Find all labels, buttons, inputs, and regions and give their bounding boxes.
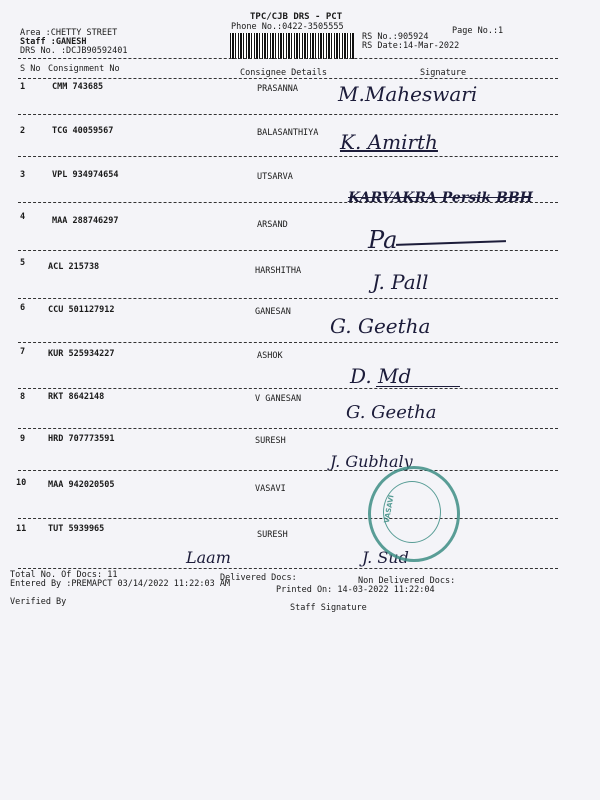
col-signature: Signature [420,68,467,78]
row-signature: KARVAKRA Persik BBH [348,190,533,206]
row-s-no: 5 [20,258,26,268]
entered-by: Entered By :PREMAPCT 03/14/2022 11:22:03 AM [10,579,231,589]
divider [18,78,558,79]
row-signature: G. Geetha [330,314,431,338]
printed-on: Printed On: 14-03-2022 11:22:04 [276,585,435,595]
row-signature: J. Pall [372,270,429,294]
row-consignment-no: MAA 288746297 [52,216,119,226]
signature-stroke [396,240,506,246]
phone-number: Phone No.:0422-3505555 [231,22,344,32]
divider [18,568,558,569]
col-consignee-details: Consignee Details [240,68,327,78]
row-consignee: SURESH [257,530,288,540]
row-signature: J. Sud [362,548,409,567]
staff-signature-label: Staff Signature [290,603,367,613]
divider [18,114,558,115]
divider [18,342,558,343]
row-consignee: PRASANNA [257,84,298,94]
staff-signature-scrawl: Laam [186,548,231,567]
row-consignment-no: KUR 525934227 [48,349,115,359]
row-consignee: HARSHITHA [255,266,302,276]
row-consignee: GANESAN [255,307,291,317]
row-consignee: SURESH [255,436,286,446]
row-signature: J. Gubhaly [330,452,413,471]
divider [18,250,558,251]
divider [18,388,558,389]
row-consignee: ARSAND [257,220,288,230]
row-s-no: 10 [16,478,27,488]
verified-by: Verified By [10,597,67,607]
row-s-no: 9 [20,434,26,444]
divider [18,202,558,203]
row-consignee: V GANESAN [255,394,302,404]
row-consignment-no: ACL 215738 [48,262,100,272]
staff: Staff :GANESH [20,37,87,47]
area: Area :CHETTY STREET [20,28,118,38]
divider [18,428,558,429]
col-s-no: S No [20,64,41,74]
rs-date: RS Date:14-Mar-2022 [362,41,460,51]
row-s-no: 8 [20,392,26,402]
total-docs: Total No. Of Docs: 11 [10,570,118,580]
row-consignment-no: HRD 707773591 [48,434,115,444]
row-s-no: 2 [20,126,26,136]
row-s-no: 6 [20,303,26,313]
row-consignee: ASHOK [257,351,283,361]
row-signature: G. Geetha [346,402,437,423]
signature-stroke [376,386,460,387]
row-consignee: UTSARVA [257,172,293,182]
company-stamp [368,466,460,562]
row-consignment-no: TUT 5939965 [48,524,105,534]
drs-number: DRS No. :DCJB90592401 [20,46,128,56]
row-consignment-no: VPL 934974654 [52,170,119,180]
row-s-no: 1 [20,82,26,92]
divider [18,470,558,471]
row-consignment-no: TCG 40059567 [52,126,114,136]
divider [18,156,558,157]
barcode [230,33,354,59]
row-s-no: 11 [16,524,27,534]
row-consignment-no: MAA 942020505 [48,480,115,490]
page-number: Page No.:1 [452,26,504,36]
row-consignee: VASAVI [255,484,286,494]
row-signature: Pa [368,226,398,254]
divider [18,298,558,299]
divider [18,58,558,59]
row-signature: K. Amirth [340,130,438,154]
delivered-docs: Delivered Docs: [220,573,297,583]
row-consignee: BALASANTHIYA [257,128,319,138]
row-s-no: 7 [20,347,26,357]
rs-number: RS No.:905924 [362,32,429,42]
row-consignment-no: CCU 501127912 [48,305,115,315]
divider [18,518,558,519]
row-s-no: 4 [20,212,26,222]
row-consignment-no: CMM 743685 [52,82,104,92]
row-consignment-no: RKT 8642148 [48,392,105,402]
row-s-no: 3 [20,170,26,180]
document-title: TPC/CJB DRS - PCT [250,12,343,22]
stamp-text: VASAVI [382,494,396,524]
row-signature: M.Maheswari [338,82,478,106]
col-consignment-no: Consignment No [48,64,120,74]
non-delivered-docs: Non Delivered Docs: [358,576,456,586]
row-signature: D. Md [350,364,412,388]
